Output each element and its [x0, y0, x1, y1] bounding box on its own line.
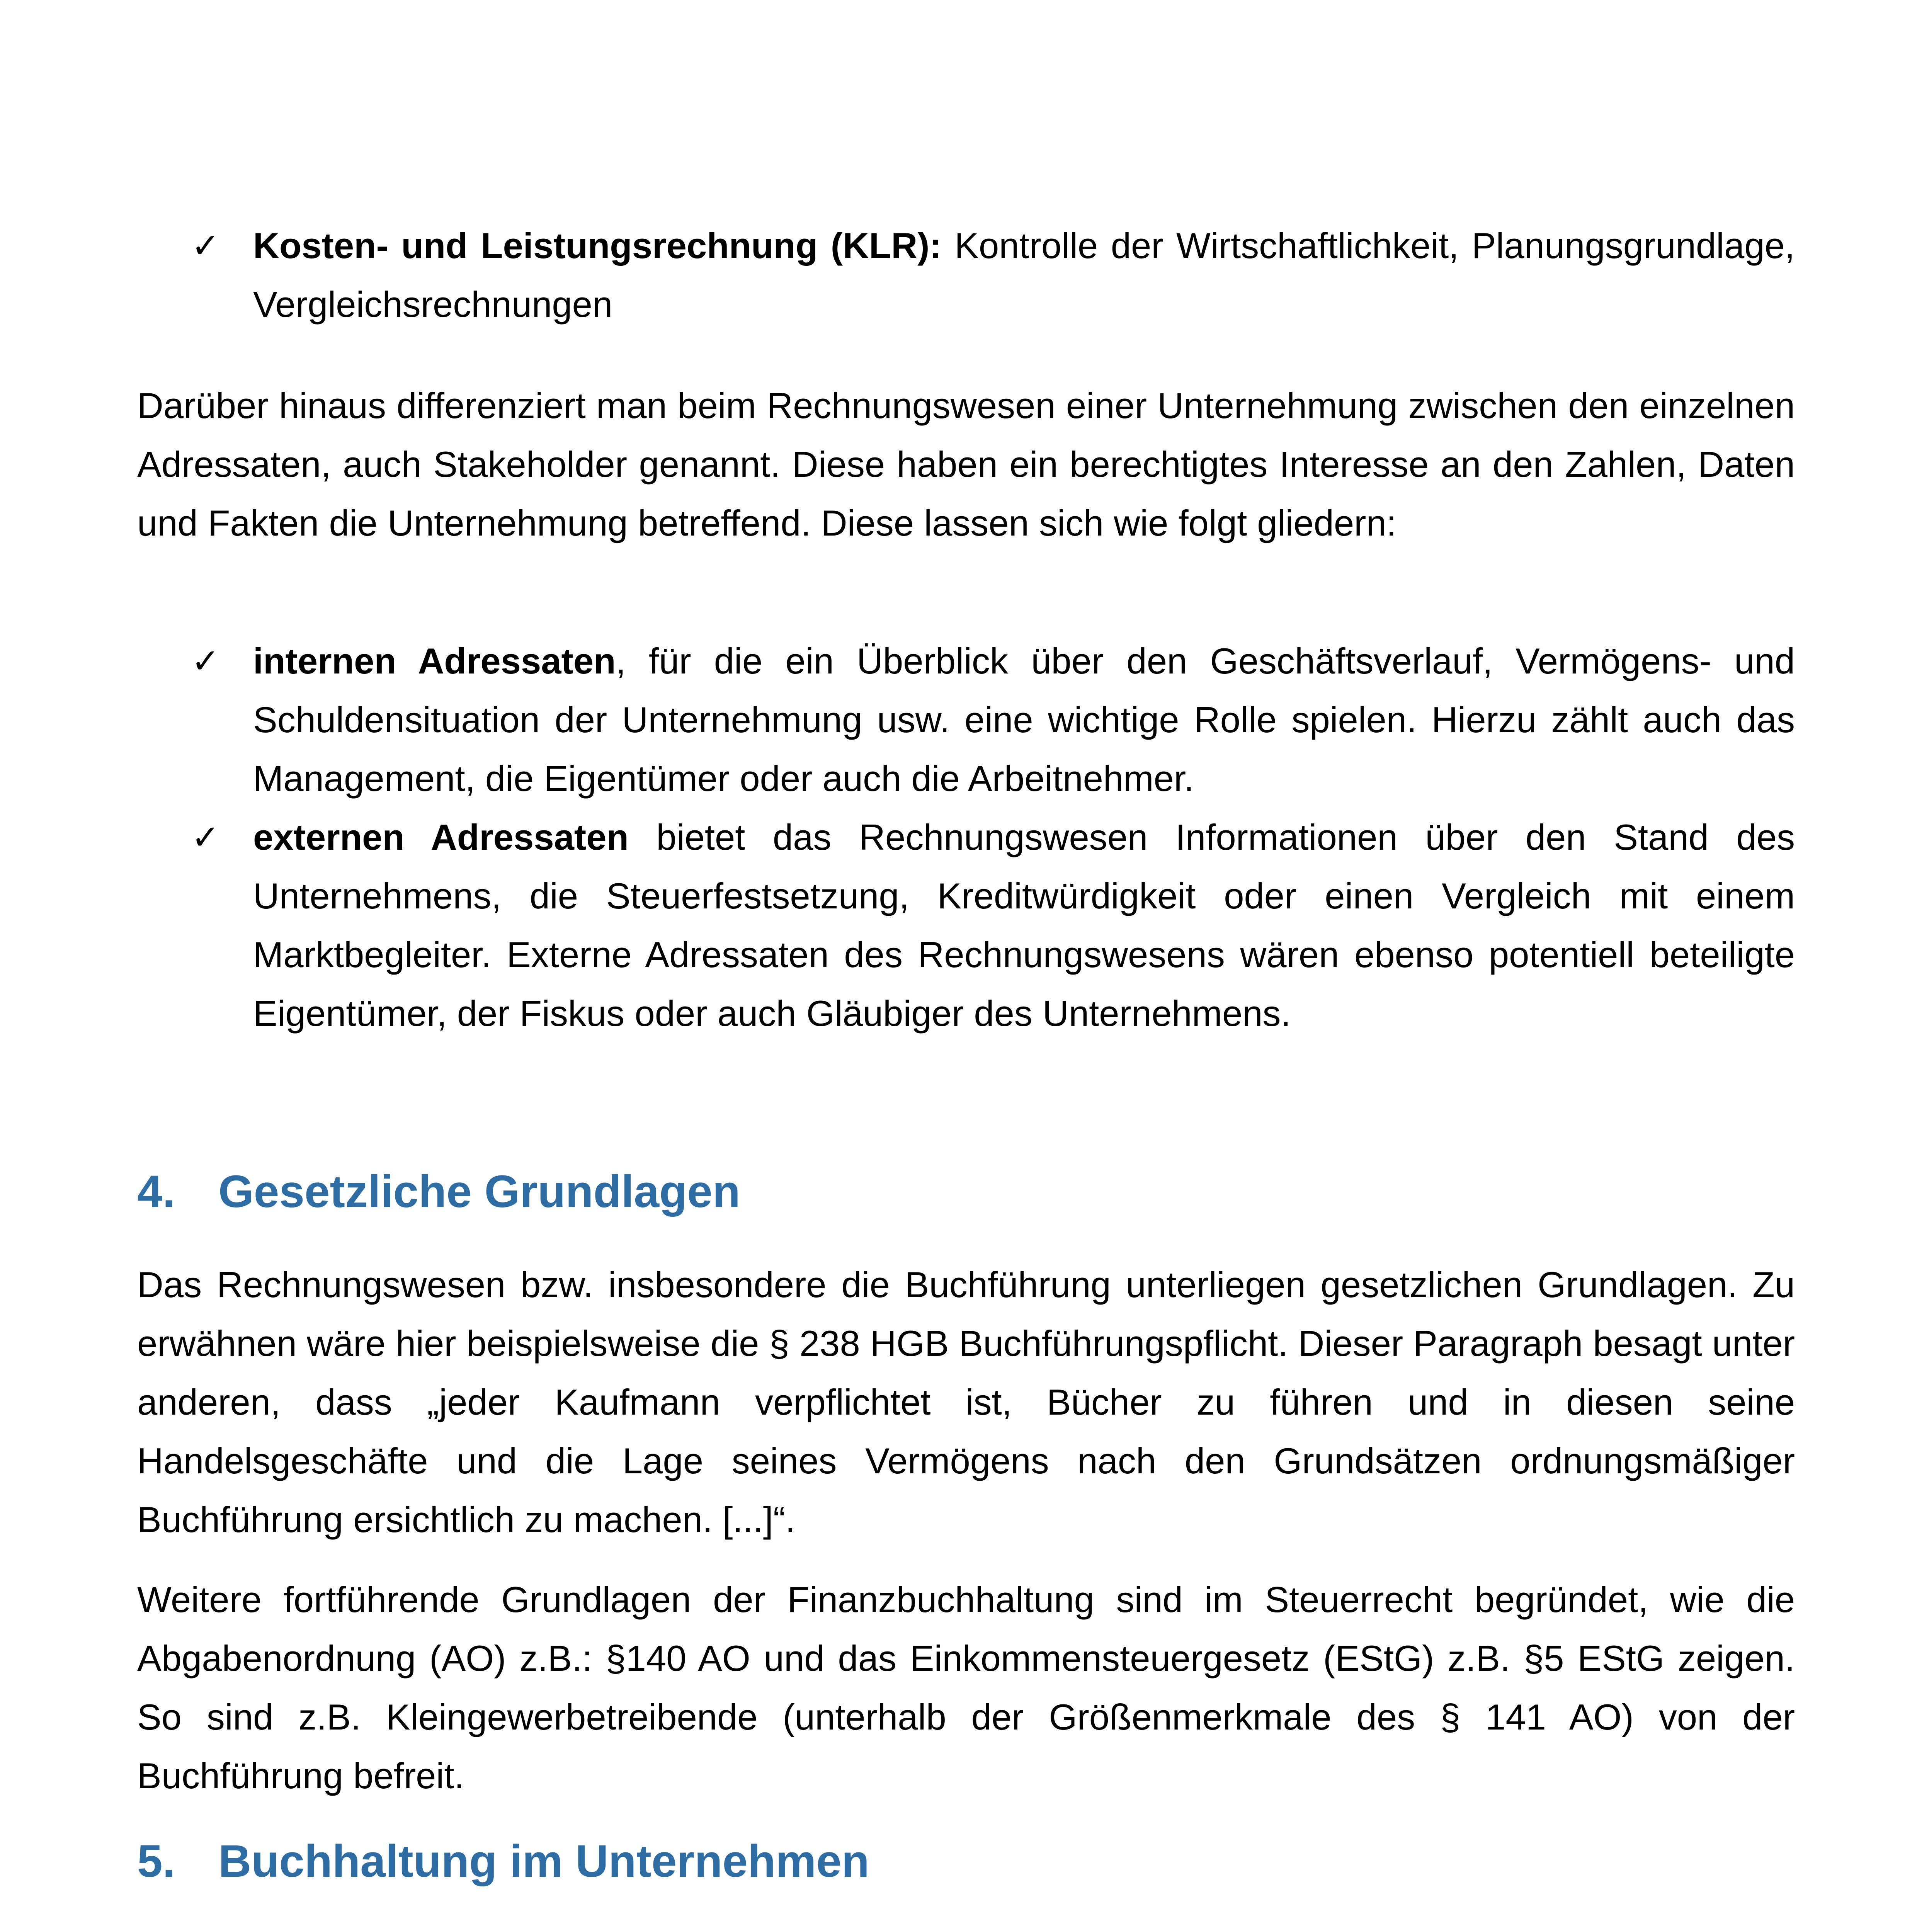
list-item-text: bietet das Rechnungswesen Informationen über den Stand des Unternehmens, die Steuerfestsetzung, Kreditwürdigkeit oder einen Vergleich mit einem Marktbegleiter. Externe Adressaten des Rechnungswesens wären ebenso potentiell beteiligte Eigentümer, der Fiskus oder auch Gläubiger des Unternehmens.: [253, 817, 1795, 1034]
page-content: [137, 216, 1795, 1932]
list-item-term: externen Adressaten: [253, 817, 629, 857]
list-item-text: , für die ein Überblick über den Geschäftsverlauf, Vermögens- und Schuldensituation der Unternehmung usw. eine wichtige Rolle spielen. Hierzu zählt auch das Management, die Eigentümer oder auch die Arbeitnehmer.: [253, 641, 1795, 799]
checkmark-icon: ✓: [191, 226, 220, 265]
section-4-heading: [137, 1159, 1795, 1225]
section-number: 4.: [137, 1166, 175, 1217]
paragraph-stakeholder: Darüber hinaus differenziert man beim Rechnungswesen einer Unternehmung zwischen den einzelnen Adressaten, auch Stakeholder genannt. Diese haben ein berechtigtes Interesse an den Zahlen, Daten und Fakten die Unternehmung betreffend. Diese lassen sich wie folgt gliedern:: [137, 385, 1795, 543]
paragraph: [137, 1925, 1795, 1932]
klr-list: [137, 216, 1795, 334]
section-title: Gesetzliche Grundlagen: [218, 1166, 740, 1217]
checkmark-icon: ✓: [191, 817, 220, 857]
section-number: 5.: [137, 1836, 175, 1887]
section-5-heading: [137, 1828, 1795, 1894]
list-item: [137, 216, 1795, 334]
list-item-text: Kontrolle der Wirtschaftlichkeit, Planungsgrundlage, Vergleichsrechnungen: [253, 225, 1795, 325]
checkmark-icon: ✓: [191, 641, 220, 681]
section-title: Buchhaltung im Unternehmen: [218, 1836, 869, 1887]
paragraph: Weitere fortführende Grundlagen der Finanzbuchhaltung sind im Steuerrecht begründet, wie die Abgabenordnung (AO) z.B.: §140 AO und das Einkommensteuergesetz (EStG) z.B. §5 EStG zeigen. So sind z.B. Kleingewerbetreibende (unterhalb der Größenmerkmale des § 141 AO) von der Buchführung befreit.: [137, 1579, 1795, 1796]
list-item: [137, 632, 1795, 808]
adressaten-list: [137, 632, 1795, 1043]
list-item-term: internen Adressaten: [253, 641, 616, 681]
paragraph: Das Rechnungswesen bzw. insbesondere die Buchführung unterliegen gesetzlichen Grundlagen. Zu erwähnen wäre hier beispielsweise die § 238 HGB Buchführungspflicht. Dieser Paragraph besagt unter anderen, dass „jeder Kaufmann verpflichtet ist, Bücher zu führen und in diesen seine Handelsgeschäfte und die Lage seines Vermögens nach den Grundsätzen ordnungsmäßiger Buchführung ersichtlich zu machen. [...]“.: [137, 1264, 1795, 1540]
list-item: [137, 808, 1795, 1043]
list-item-term: Kosten- und Leistungsrechnung (KLR):: [253, 225, 942, 266]
